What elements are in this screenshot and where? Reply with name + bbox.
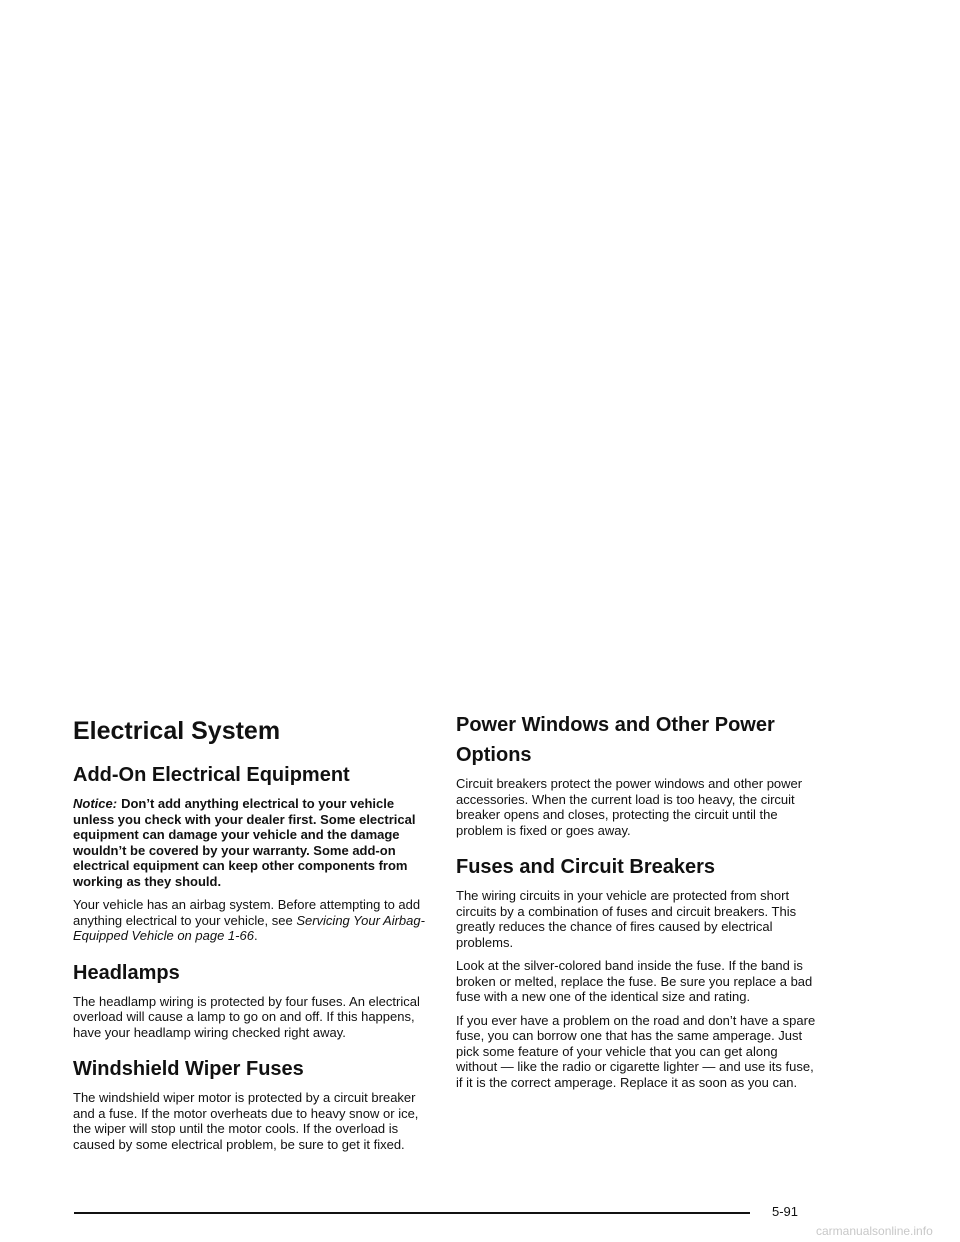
page-number: 5-91: [772, 1204, 799, 1219]
airbag-reference-link[interactable]: Servicing Your Airbag-Equipped Vehicle on page 1-66: [73, 912, 425, 943]
headlamps-paragraph: The headlamp wiring is protected by four fuses. An electrical overload will cause a lamp to go on and off. If this happens, have your headlamp wiring checked right away.: [73, 993, 420, 1040]
heading-headlamps: Headlamps: [73, 961, 180, 984]
right-column: [456, 710, 816, 1098]
notice-label: Notice:: [73, 796, 118, 811]
notice-paragraph: [73, 796, 433, 889]
heading-add-on-electrical: Add-On Electrical Equipment: [73, 764, 350, 786]
notice-text: Don’t add anything electrical to your vehicle unless you check with your dealer first. Some electrical equipment can damage your vehicle and the damage wouldn’t be covered by your warranty. Some add-on electrical equipment can keep other components from working as they should.: [73, 796, 416, 889]
left-column: [73, 712, 433, 1160]
footer-rule: [74, 1212, 750, 1214]
wiper-paragraph: The windshield wiper motor is protected by a circuit breaker and a fuse. If the motor overheats due to heavy snow or ice, the wiper will stop until the motor cools. If the overload is caused by some electrical problem, be sure to get it fixed.: [73, 1090, 419, 1152]
fuses-paragraph-3: If you ever have a problem on the road and don’t have a spare fuse, you can borrow one that has the same amperage. Just pick some feature of your vehicle that you can get along without — like the radio or cigarette lighter — and use its fuse, if it is the correct amperage. Replace it as soon as you can.: [456, 1012, 816, 1090]
section-title: Electrical System: [73, 717, 281, 745]
heading-power-windows: Power Windows and Other Power Options: [456, 714, 775, 766]
watermark: carmanualsonline.info: [816, 1224, 933, 1238]
fuses-paragraph-2: Look at the silver-colored band inside the fuse. If the band is broken or melted, replace the fuse. Be sure you replace a bad fuse with a new one of the identical size and rating.: [456, 958, 813, 1004]
fuses-paragraph-1: The wiring circuits in your vehicle are protected from short circuits by a combination of fuses and circuit breakers. This greatly reduces the chance of fires caused by electrical problems.: [456, 888, 797, 950]
airbag-paragraph: [73, 897, 433, 944]
airbag-text: Your vehicle has an airbag system. Before attempting to add anything electrical to your vehicle, see: [73, 897, 421, 928]
airbag-period: .: [253, 928, 258, 943]
heading-windshield-wiper-fuses: Windshield Wiper Fuses: [73, 1058, 304, 1080]
heading-fuses-circuit-breakers: Fuses and Circuit Breakers: [456, 856, 715, 878]
power-windows-paragraph: Circuit breakers protect the power windows and other power accessories. When the current load is too heavy, the circuit breaker opens and closes, protecting the circuit until the problem is fixed or goes away.: [456, 776, 803, 838]
